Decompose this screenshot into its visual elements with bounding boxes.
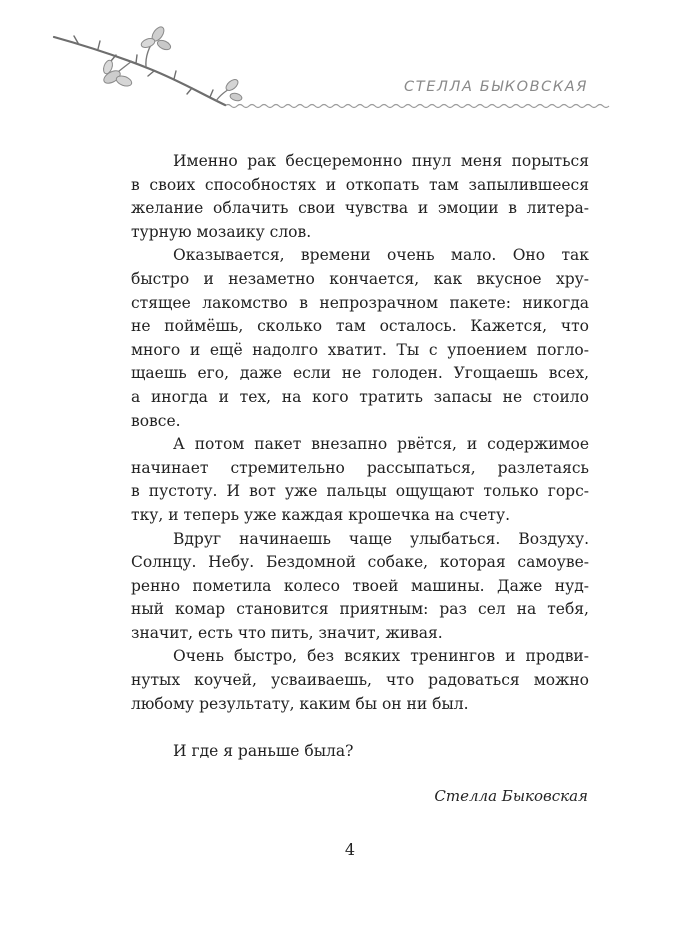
text-line: в пустоту. И вот уже пальцы ощущают только горс-	[131, 482, 589, 501]
text-line: стящее лакомство в непрозрачном пакете: никогда	[131, 293, 589, 312]
text-line: быстро и незаметно кончается, как вкусное хру-	[131, 269, 589, 288]
text-line: щаешь его, даже если не голоден. Угощаешь всех,	[131, 364, 589, 383]
header-wavy-rule	[225, 105, 609, 108]
running-head-title: СТЕЛЛА БЫКОВСКАЯ	[404, 79, 588, 95]
text-line: значит, есть что пить, значит, живая.	[131, 623, 443, 642]
text-line: тку, и теперь уже каждая крошечка на счету.	[131, 505, 511, 524]
text-line: Оказывается, времени очень мало. Оно так	[173, 246, 589, 265]
thorny-branch-icon	[50, 25, 650, 120]
text-line: в своих способностях и откопать там запылившееся	[131, 175, 589, 194]
page-number: 4	[344, 840, 356, 859]
text-line: А потом пакет внезапно рвётся, и содержимое	[173, 435, 589, 454]
text-line: И где я раньше была?	[173, 741, 354, 760]
text-line: любому результату, каким бы он ни был.	[131, 694, 469, 713]
text-line: Солнцу. Небу. Бездомной собаке, которая самоуве-	[131, 553, 589, 572]
text-line: Очень быстро, без всяких тренингов и продви-	[173, 647, 589, 666]
text-line: желание облачить свои чувства и эмоции в литера-	[131, 199, 589, 218]
body-text	[131, 150, 589, 763]
text-line: вовсе.	[131, 411, 181, 430]
paragraph-gap	[131, 716, 589, 740]
text-line: Вдруг начинаешь чаще улыбаться. Воздуху.	[173, 529, 589, 548]
text-line: а иногда и тех, на кого тратить запасы не стоило	[131, 387, 589, 406]
text-line: нутых коучей, усваиваешь, что радоваться можно	[131, 671, 589, 690]
text-line: не поймёшь, сколько там осталось. Кажется, что	[131, 317, 589, 336]
text-line: турную мозаику слов.	[131, 222, 312, 241]
text-line: много и ещё надолго хватит. Ты с упоением погло-	[131, 340, 589, 359]
text-line: ный комар становится приятным: раз сел на тебя,	[131, 600, 589, 619]
author-signature: Стелла Быковская	[434, 787, 588, 805]
text-line: Именно рак бесцеремонно пнул меня порыться	[173, 152, 589, 170]
text-line: ренно пометила колесо твоей машины. Даже нуд-	[131, 576, 589, 595]
text-line: начинает стремительно рассыпаться, разлетаясь	[131, 458, 589, 477]
